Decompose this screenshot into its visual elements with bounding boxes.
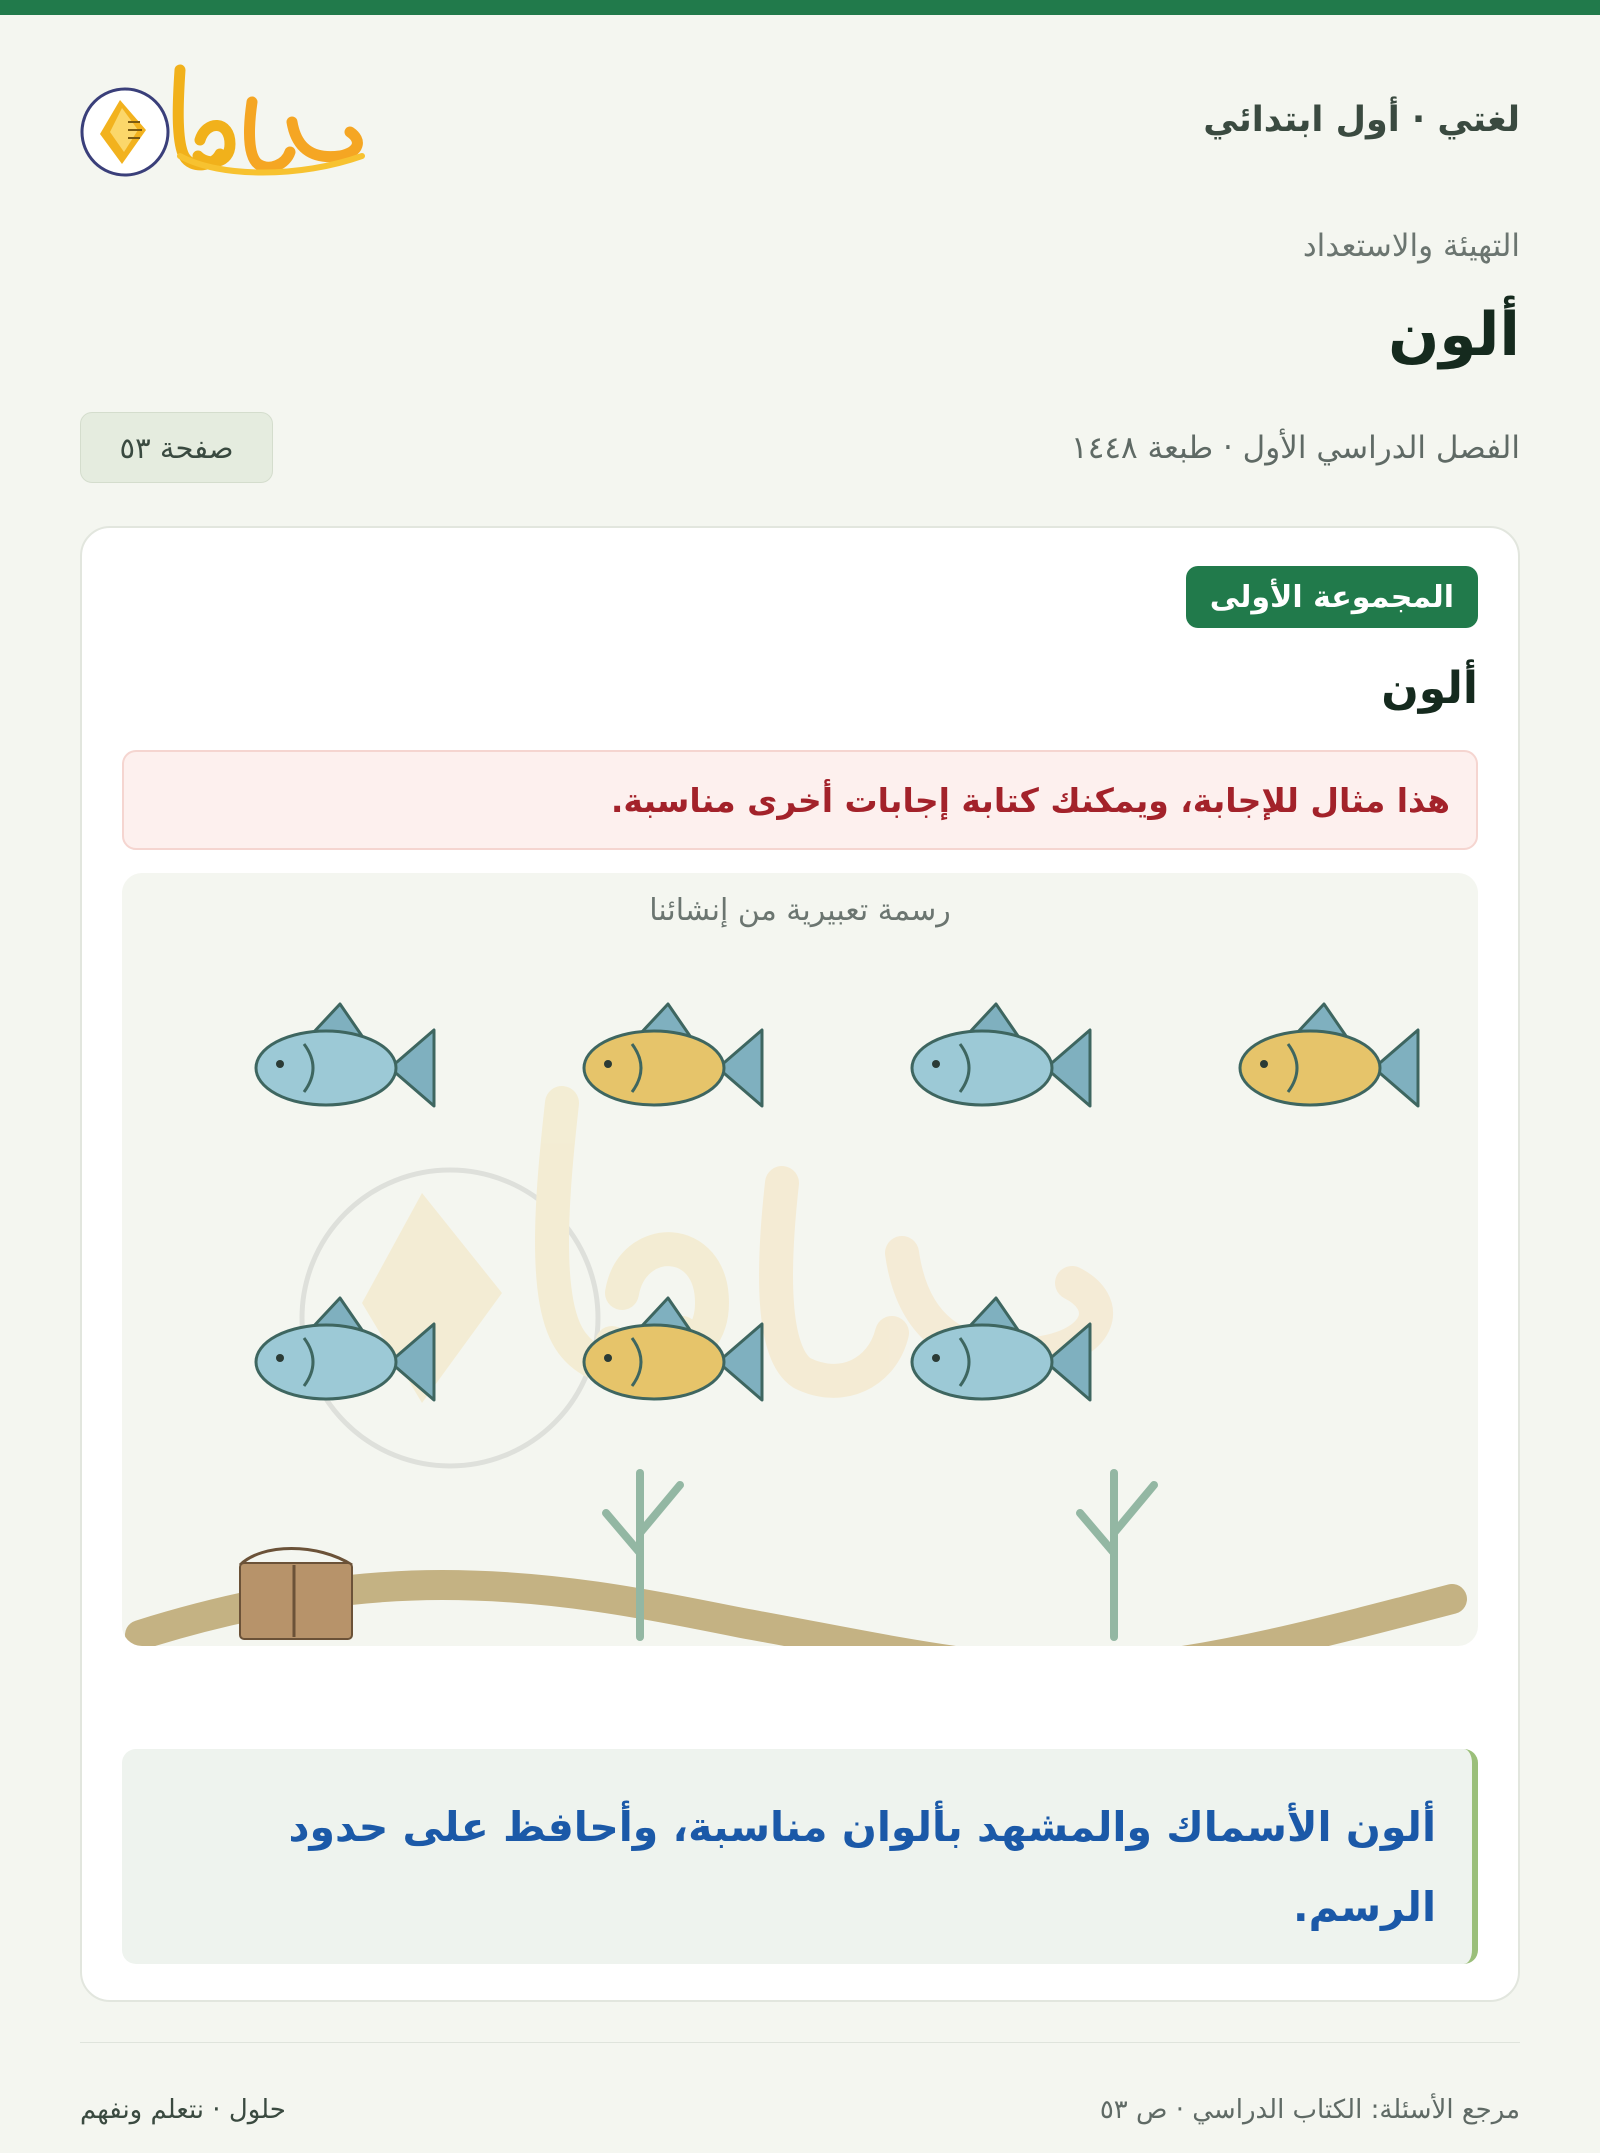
top-accent-bar [0,0,1600,15]
logo-wordmark [178,70,362,173]
page-header [80,60,1520,190]
plant-icon [1080,1473,1154,1637]
logo-emblem-icon [82,89,168,175]
footer-brand: حلول · نتعلم ونفهم [80,2095,286,2125]
site-logo[interactable] [80,60,380,190]
fish-icon [584,1004,762,1106]
exercise-title: ألون [1381,663,1478,714]
subject-label: لغتي · أول ابتدائي [1203,100,1520,140]
scene-drawing [122,873,1478,1646]
watermark-logo [302,1103,1096,1466]
answer-note: هذا مثال للإجابة، ويمكنك كتابة إجابات أخرى مناسبة. [122,750,1478,850]
term-info: الفصل الدراسي الأول · طبعة ١٤٤٨ [1071,430,1520,466]
exercise-card [80,526,1520,2002]
coloring-illustration [122,873,1478,1646]
footer-divider [80,2042,1520,2043]
basket-icon [240,1549,352,1640]
group-badge: المجموعة الأولى [1186,566,1478,628]
fish-icon [256,1004,434,1106]
figure-caption: رسمة تعبيرية من إنشائنا [649,893,951,928]
section-label: التهيئة والاستعداد [1302,228,1520,264]
fish-icon [912,1004,1090,1106]
fish-icon [1240,1004,1418,1106]
instruction-text: ألون الأسماك والمشهد بألوان مناسبة، وأحافظ على حدود الرسم. [122,1749,1478,1964]
fish-icon [584,1298,762,1400]
page-title: ألون [1388,300,1520,370]
footer-reference: مرجع الأسئلة: الكتاب الدراسي · ص ٥٣ [1099,2095,1520,2125]
page-number-badge: صفحة ٥٣ [80,412,273,483]
